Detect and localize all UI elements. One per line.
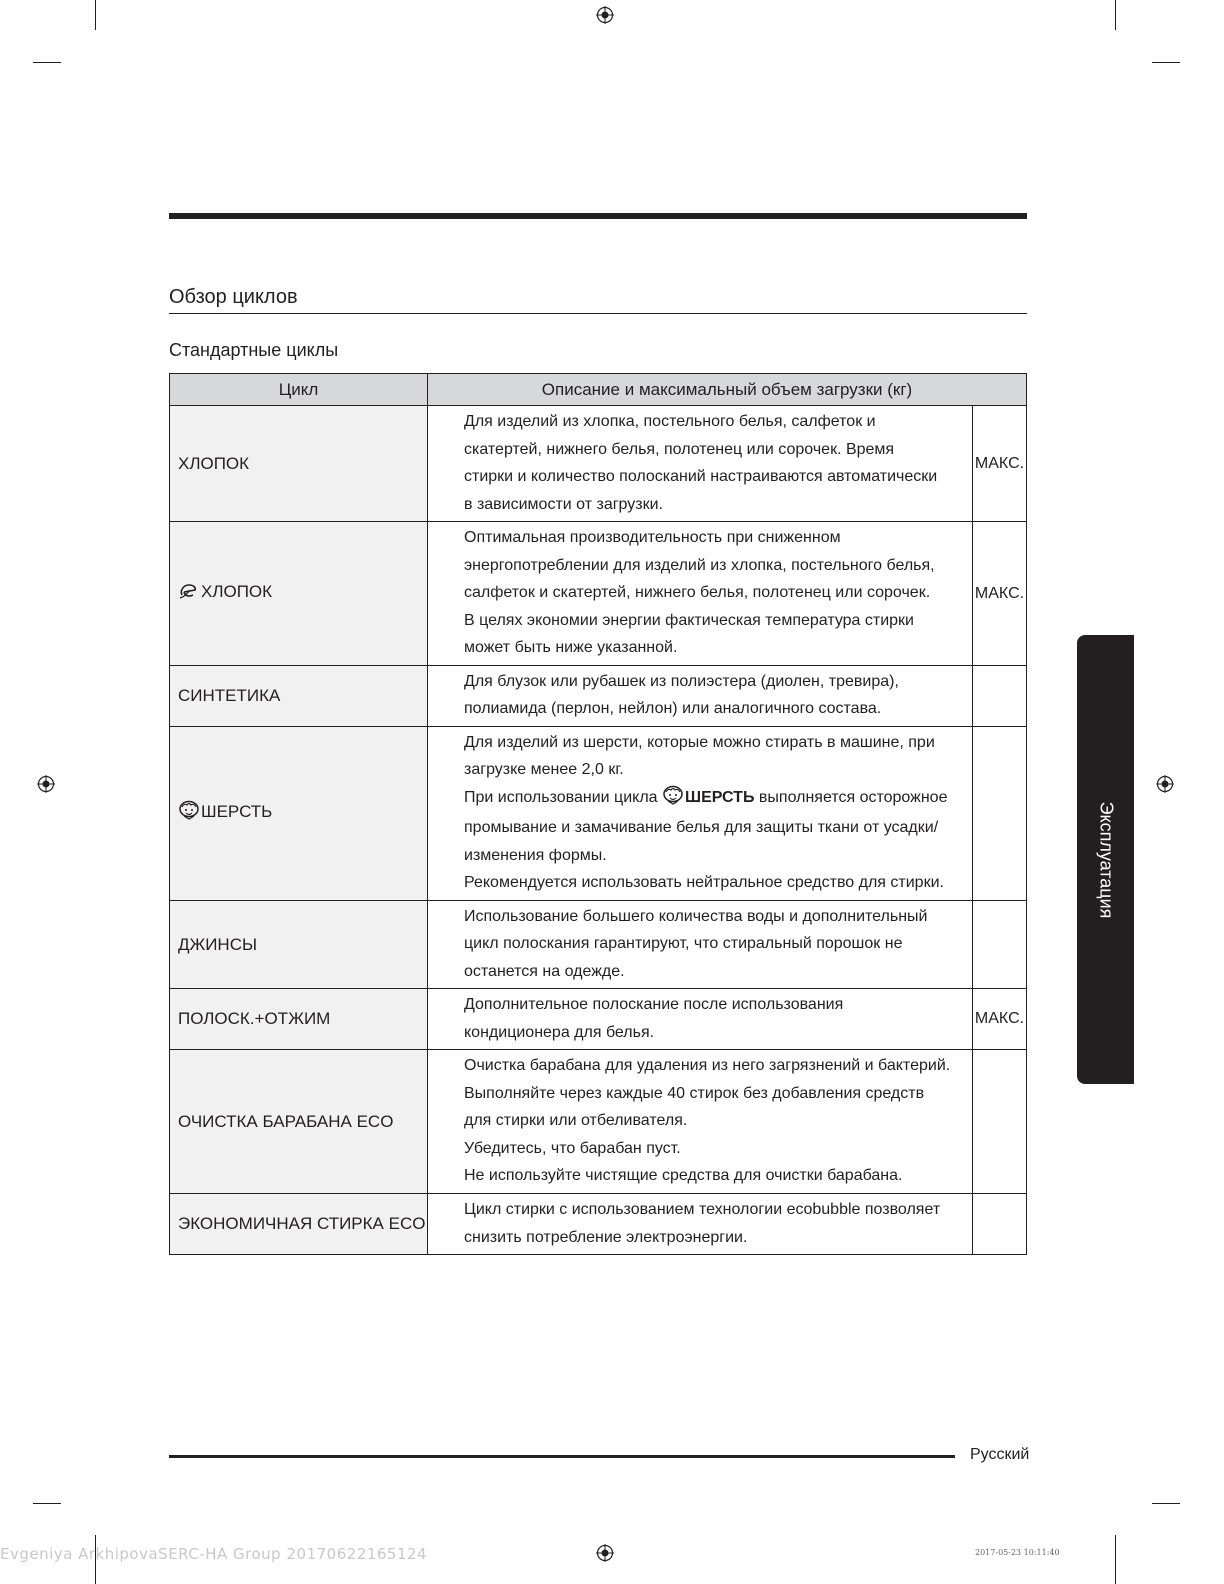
max-load [973,665,1027,726]
description-line: Использование большего количества воды и дополнительный [464,907,928,925]
print-stamp: 2017-05-23 10:11:40 [975,1548,1060,1557]
cycle-description [428,900,973,989]
crop-mark [95,0,96,30]
description-line [464,784,966,815]
watermark: Evgeniya ArkhipovaSERC-HA Group 20170622165124 [0,1545,428,1563]
cycle-name-label: ХЛОПОК [201,582,273,601]
side-tab-label: Эксплуатация [1096,801,1116,918]
description-line: Для изделий из шерсти, которые можно стирать в машине, при [464,733,935,751]
description-line: загрузке менее 2,0 кг. [464,761,624,778]
description-line: Для блузок или рубашек из полиэстера (диолен, тревира), [464,672,899,690]
crop-mark [1115,1535,1116,1584]
cycles-table [169,373,1027,1255]
crop-mark [1152,1503,1180,1504]
cycle-name [170,406,428,522]
description-line: может быть ниже указанной. [464,639,678,656]
description-line: Убедитесь, что барабан пуст. [464,1139,681,1157]
wool-icon [662,785,684,815]
description-line: Рекомендуется использовать нейтральное средство для стирки. [464,874,944,891]
crop-mark [1152,62,1180,63]
cycle-name-label: СИНТЕТИКА [178,685,281,705]
table-row [170,1194,1027,1255]
table-row [170,1050,1027,1194]
section-title: Обзор циклов [169,286,298,308]
description-line: Выполняйте через каждые 40 стирок без добавления средств [464,1084,925,1102]
cycle-name-label: ШЕРСТЬ [201,801,273,821]
cycle-description [428,1194,973,1255]
cycle-name [170,1194,428,1255]
cycle-name-label: ПОЛОСК.+ОТЖИМ [178,1009,331,1029]
crop-mark [1115,0,1116,30]
section-subtitle: Стандартные циклы [169,340,339,360]
header-cycle: Цикл [170,374,428,406]
description-line: Дополнительное полоскание после использования [464,996,844,1013]
header-description: Описание и максимальный объем загрузки (кг) [428,374,1027,406]
description-line: промывание и замачивание белья для защиты ткани от усадки/ [464,819,939,836]
cycle-name-label: ЭКОНОМИЧНАЯ СТИРКА ECO [178,1214,426,1234]
description-line: снизить потребление электроэнергии. [464,1228,748,1246]
section-rule [169,313,1027,314]
cycle-name [170,665,428,726]
table-header-row [170,374,1027,406]
description-line: энергопотреблении для изделий из хлопка, постельного белья, [464,556,935,574]
max-load [973,726,1027,900]
registration-mark-icon [37,775,55,793]
description-line: изменения формы. [464,846,607,864]
cycle-description [428,1050,973,1194]
registration-mark-icon [596,6,614,24]
description-line: стирки и количество полосканий настраиваются автоматически [464,468,938,485]
description-line: салфеток и скатертей, нижнего белья, полотенец или сорочек. [464,584,931,601]
cycle-description [428,406,973,522]
table-row [170,665,1027,726]
cycle-name [170,1050,428,1194]
description-line: цикл полоскания гарантируют, что стиральный порошок не [464,935,903,952]
crop-mark [33,1503,61,1504]
cycle-name-label: ДЖИНСЫ [178,934,258,954]
description-line: Цикл стирки с использованием технологии ecobubble позволяет [464,1201,941,1218]
description-line: скатертей, нижнего белья, полотенец или сорочек. Время [464,440,895,458]
top-rule [169,213,1027,219]
max-load [973,1194,1027,1255]
cycle-name [170,522,428,666]
eco-e-icon [178,581,200,609]
wool-line-after: выполняется осторожное [754,788,948,806]
max-load: МАКС. [973,406,1027,522]
cycle-name [170,989,428,1050]
cycle-name-label: ХЛОПОК [178,453,250,473]
table-row [170,989,1027,1050]
table-row [170,900,1027,989]
max-load [973,1050,1027,1194]
description-line: В целях экономии энергии фактическая температура стирки [464,611,914,629]
table-row [170,726,1027,900]
cycle-description [428,665,973,726]
description-line: Для изделий из хлопка, постельного белья, салфеток и [464,413,876,430]
max-load: МАКС. [973,989,1027,1050]
description-line: кондиционера для белья. [464,1023,655,1041]
description-line: Не используйте чистящие средства для очистки барабана. [464,1167,903,1184]
description-line: для стирки или отбеливателя. [464,1112,688,1129]
cycle-description [428,989,973,1050]
cycle-name-label: ОЧИСТКА БАРАБАНА ECO [178,1111,394,1131]
wool-icon [178,800,200,829]
max-load [973,900,1027,989]
cycle-name [170,900,428,989]
registration-mark-icon [1156,775,1174,793]
side-tab [1077,635,1134,1084]
cycle-description [428,726,973,900]
max-load: МАКС. [973,522,1027,666]
table-row [170,406,1027,522]
crop-mark [33,62,61,63]
description-line: Очистка барабана для удаления из него загрязнений и бактерий. [464,1057,951,1074]
registration-mark-icon [596,1544,614,1562]
description-line: полиамида (перлон, нейлон) или аналогичного состава. [464,700,882,717]
wool-line-before: При использовании цикла [464,788,662,806]
cycle-description [428,522,973,666]
cycle-name [170,726,428,900]
table-row [170,522,1027,666]
description-line: Оптимальная производительность при сниженном [464,529,841,546]
description-line: останется на одежде. [464,962,625,980]
footer-language: Русский [970,1446,1030,1463]
description-line: в зависимости от загрузки. [464,495,663,513]
wool-line-bold: ШЕРСТЬ [685,788,755,806]
footer-rule [169,1455,955,1458]
